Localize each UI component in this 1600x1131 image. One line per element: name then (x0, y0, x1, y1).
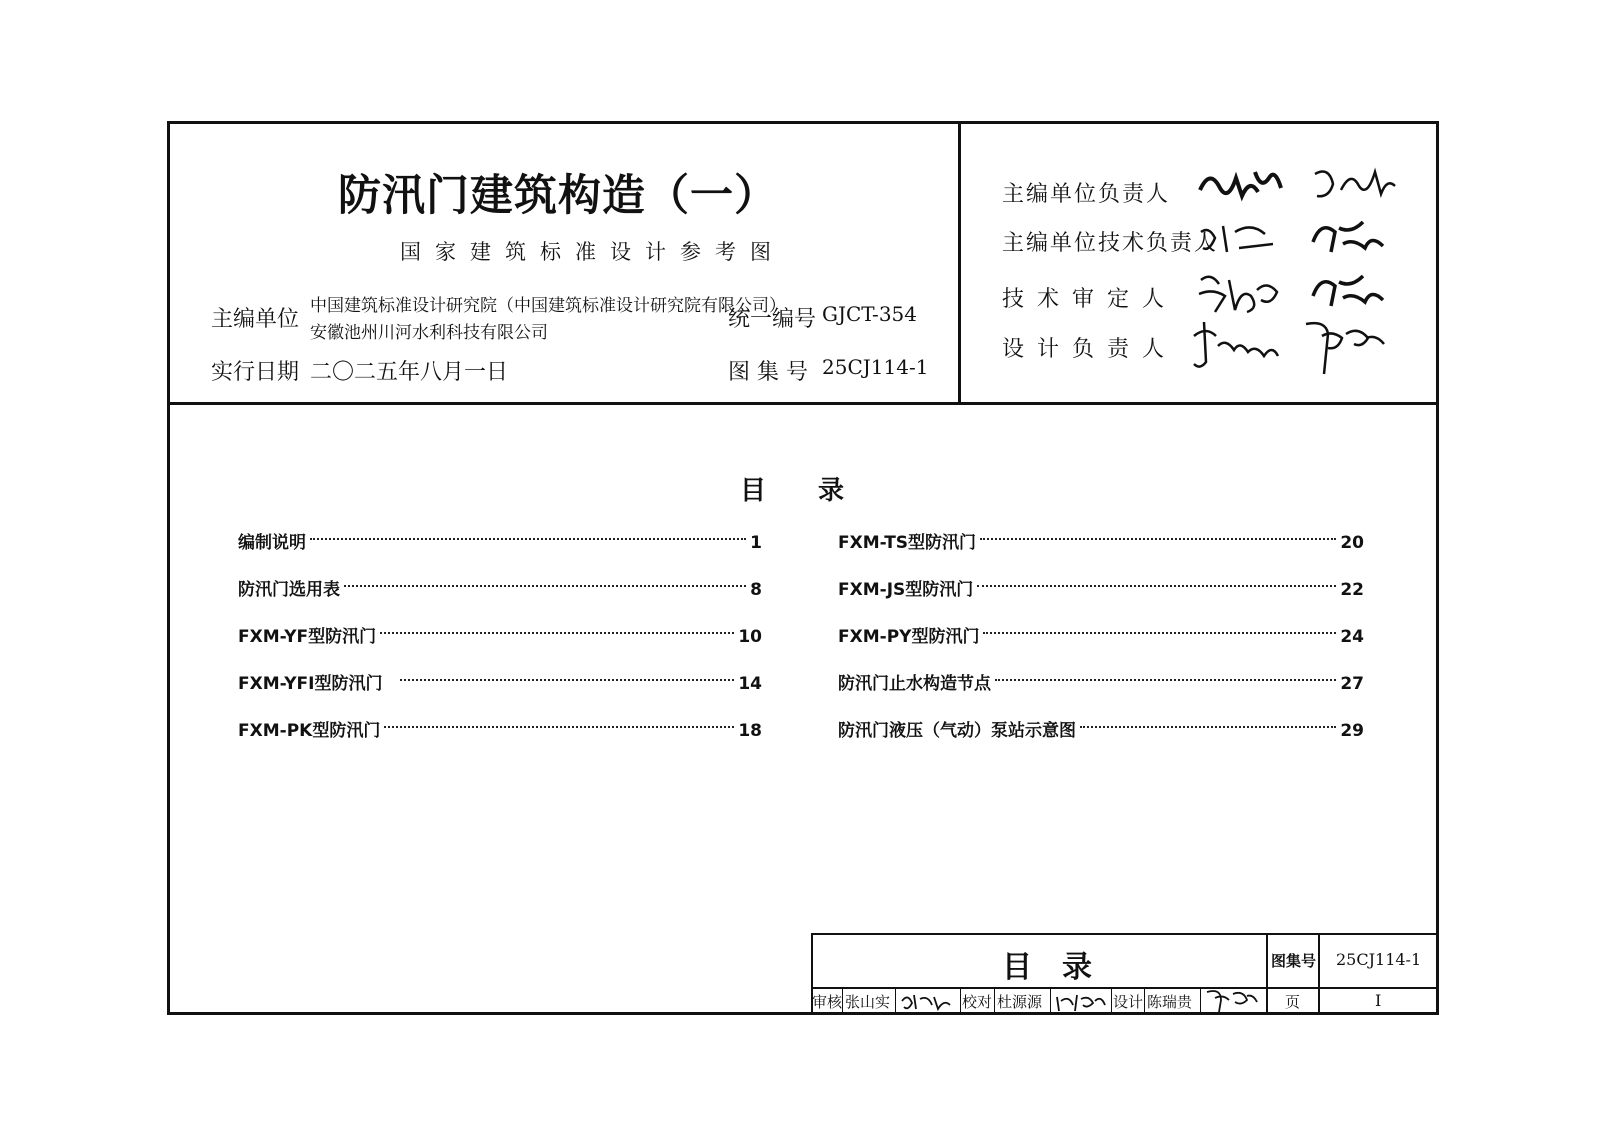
toc-item-title: 编制说明 (238, 533, 306, 553)
toc-leader (310, 538, 746, 540)
checker-signature (1053, 989, 1109, 1013)
toc-item-title: 防汛门液压（气动）泵站示意图 (838, 721, 1076, 741)
tb-sep (994, 987, 995, 1015)
designer-name: 陈瑞贵 (1147, 993, 1193, 1011)
toc-item[interactable] (838, 528, 1364, 553)
role-design-lead: 设 计 负 责 人 (1002, 337, 1167, 362)
toc-item[interactable] (238, 528, 762, 553)
toc-leader (400, 679, 734, 681)
toc-item[interactable] (838, 575, 1364, 600)
toc-item[interactable] (238, 575, 762, 600)
title-block-col-line (1318, 933, 1320, 1015)
toc-leader (983, 632, 1336, 634)
designer-signature (1203, 986, 1263, 1014)
toc-item-page: 8 (750, 580, 762, 600)
toc-item-page: 24 (1340, 627, 1364, 647)
toc-item-page: 29 (1340, 721, 1364, 741)
signature-chief-unit (1195, 160, 1405, 212)
tb-sep (960, 987, 961, 1015)
tb-sep (1144, 987, 1145, 1015)
toc-item-page: 1 (750, 533, 762, 553)
signature-approver (1195, 266, 1405, 318)
tb-sep (1050, 987, 1051, 1015)
header-divider (958, 121, 961, 404)
review-label: 审核 (812, 993, 843, 1011)
toc-item-title: 防汛门止水构造节点 (838, 674, 991, 694)
title-block-atlas-no: 25CJ114-1 (1336, 950, 1422, 969)
title-block-atlas-no-label: 图集号 (1271, 952, 1317, 970)
atlas-no: 25CJ114-1 (822, 355, 929, 379)
tb-sep (1200, 987, 1201, 1015)
reviewer-name: 张山实 (845, 993, 891, 1011)
reviewer-signature (898, 989, 958, 1013)
header-bottom-line (167, 402, 1439, 405)
signature-design-lead (1190, 316, 1410, 378)
checker-name: 杜源源 (997, 993, 1043, 1011)
toc-leader (380, 632, 734, 634)
role-tech-chief: 主编单位技术负责人 (1002, 231, 1219, 256)
toc-leader (384, 726, 734, 728)
editor-unit-line1: 中国建筑标准设计研究院（中国建筑标准设计研究院有限公司） (310, 296, 786, 316)
toc-item-page: 27 (1340, 674, 1364, 694)
toc-item[interactable] (838, 669, 1364, 694)
toc-heading: 目 录 (740, 476, 845, 506)
toc-item-page: 22 (1340, 580, 1364, 600)
title-block-col-line (1266, 933, 1268, 1015)
tb-sep (895, 987, 896, 1015)
toc-item-title: FXM-YFI型防汛门 (238, 674, 383, 694)
atlas-subtitle: 国家建筑标准设计参考图 (400, 240, 785, 264)
toc-item-title: FXM-PY型防汛门 (838, 627, 980, 647)
editor-unit-label: 主编单位 (211, 307, 300, 332)
toc-item-page: 14 (738, 674, 762, 694)
check-label: 校对 (962, 993, 993, 1011)
toc-item[interactable] (838, 716, 1364, 741)
toc-item-page: 18 (738, 721, 762, 741)
toc-leader (1080, 726, 1336, 728)
atlas-title: 防汛门建筑构造（一） (338, 171, 778, 221)
tb-sep (842, 987, 843, 1015)
page-label: 页 (1285, 993, 1301, 1011)
role-chief-unit: 主编单位负责人 (1002, 182, 1171, 207)
toc-item[interactable] (238, 716, 762, 741)
unified-code: GJCT-354 (822, 302, 917, 326)
design-label: 设计 (1113, 993, 1144, 1011)
editor-unit-line2: 安徽池州川河水利科技有限公司 (310, 323, 548, 343)
toc-leader (344, 585, 746, 587)
tb-sep (1111, 987, 1112, 1015)
toc-item-title: FXM-PK型防汛门 (238, 721, 381, 741)
page-number: I (1375, 991, 1382, 1010)
toc-leader (980, 538, 1336, 540)
unified-code-label: 统一编号 (728, 307, 817, 332)
toc-item-page: 20 (1340, 533, 1364, 553)
title-block-name: 目 录 (1002, 950, 1092, 985)
effective-date-label: 实行日期 (211, 360, 300, 385)
toc-leader (995, 679, 1336, 681)
toc-item-title: FXM-JS型防汛门 (838, 580, 974, 600)
toc-item[interactable] (238, 622, 762, 647)
toc-item[interactable] (238, 669, 762, 694)
toc-item[interactable] (838, 622, 1364, 647)
toc-item-page: 10 (738, 627, 762, 647)
signature-tech-chief (1195, 212, 1405, 262)
effective-date: 二〇二五年八月一日 (310, 360, 509, 385)
atlas-no-label: 图 集 号 (728, 360, 808, 385)
toc-item-title: 防汛门选用表 (238, 580, 340, 600)
toc-leader (977, 585, 1336, 587)
toc-item-title: FXM-YF型防汛门 (238, 627, 377, 647)
role-approver: 技 术 审 定 人 (1002, 287, 1167, 312)
toc-item-title: FXM-TS型防汛门 (838, 533, 977, 553)
